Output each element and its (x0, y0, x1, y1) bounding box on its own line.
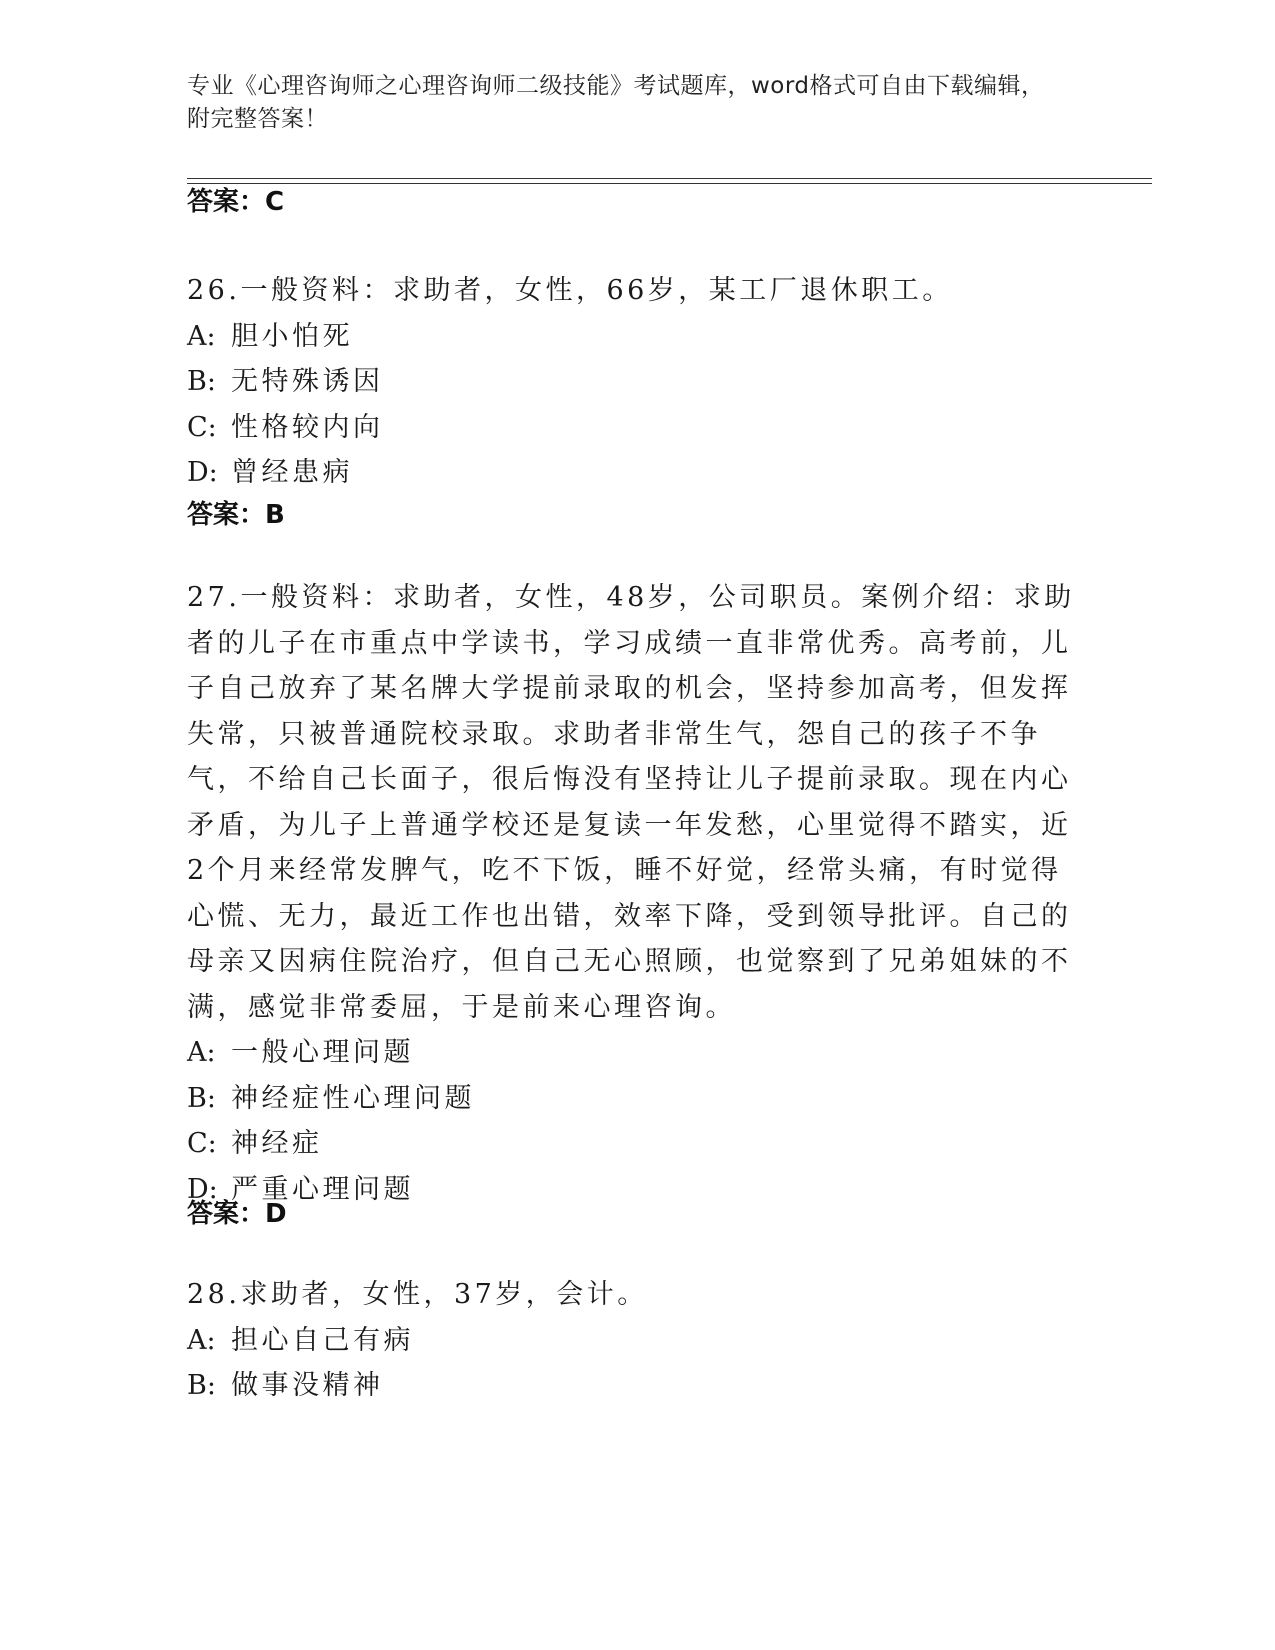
option-a (187, 314, 1077, 360)
question-26 (187, 268, 1077, 496)
option-text: 曾经患病 (231, 457, 353, 488)
option-text: 性格较内向 (231, 411, 384, 443)
option-c (187, 1121, 1077, 1167)
page-header: 专业《心理咨询师之心理咨询师二级技能》考试题库，word格式可自由下载编辑，附完整答案！ (187, 73, 1045, 132)
option-d (187, 450, 1077, 496)
option-b (187, 359, 1077, 405)
option-text: 一般心理问题 (231, 1037, 414, 1068)
option-d (187, 1167, 1077, 1213)
option-key: C: (187, 411, 217, 443)
option-b (187, 1363, 1077, 1409)
question-28 (187, 1272, 1077, 1409)
answer-line: 答案：B (187, 500, 285, 530)
option-key: D: (187, 1173, 218, 1205)
option-text: 做事没精神 (231, 1370, 384, 1401)
option-text: 无特殊诱因 (231, 366, 384, 397)
answer-line: 答案：D (187, 1199, 287, 1229)
option-a (187, 1318, 1077, 1364)
option-text: 担心自己有病 (231, 1324, 414, 1356)
option-key: A: (187, 1037, 216, 1068)
option-text: 神经症性心理问题 (231, 1082, 475, 1114)
option-text: 神经症 (231, 1128, 323, 1159)
option-c (187, 405, 1077, 451)
option-key: A: (187, 320, 216, 352)
option-text: 胆小怕死 (231, 320, 353, 352)
question-stem: 26.一般资料：求助者，女性，66岁，某工厂退休职工。 (187, 275, 953, 306)
option-text: 严重心理问题 (231, 1173, 414, 1205)
option-key: B: (187, 366, 216, 397)
question-stem: 28.求助者，女性，37岁，会计。 (187, 1279, 648, 1310)
option-b (187, 1076, 1077, 1122)
option-key: C: (187, 1128, 217, 1159)
option-key: A: (187, 1324, 216, 1356)
option-key: B: (187, 1370, 216, 1401)
question-27 (187, 575, 1077, 1212)
header-divider-top (187, 178, 1152, 179)
option-key: D: (187, 457, 218, 488)
option-key: B: (187, 1082, 216, 1114)
header-divider-bottom (187, 183, 1152, 184)
option-a (187, 1030, 1077, 1076)
answer-line: 答案：C (187, 187, 285, 217)
question-stem: 27.一般资料：求助者，女性，48岁，公司职员。案例介绍：求助者的儿子在市重点中学读书，学习成绩一直非常优秀。高考前，儿子自己放弃了某名牌大学提前录取的机会，坚持参加高考，但发挥失常，只被普通院校录取。求助者非常生气，怨自己的孩子不争气，不给自己长面子，很后悔没有坚持让儿子提前录取。现在内心矛盾，为儿子上普通学校还是复读一年发愁，心里觉得不踏实，近2个月来经常发脾气，吃不下饭，睡不好觉，经常头痛，有时觉得心慌、无力，最近工作也出错，效率下降，受到领导批评。自己的母亲又因病住院治疗，但自己无心照顾，也觉察到了兄弟姐妹的不满，感觉非常委屈，于是前来心理咨询。 (187, 582, 1075, 1023)
